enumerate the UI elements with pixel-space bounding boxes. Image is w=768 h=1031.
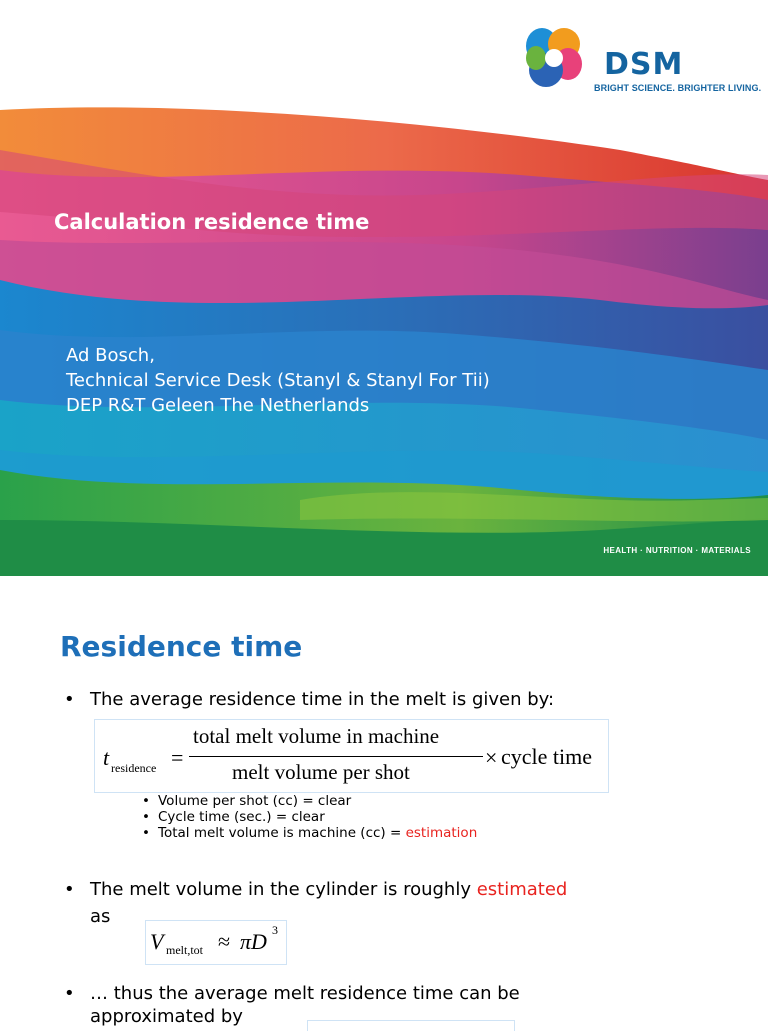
formula-approx: ≈ — [218, 929, 231, 954]
bullet-marker: • — [64, 879, 75, 900]
highlight-estimated: estimated — [476, 879, 568, 900]
content-slide — [0, 576, 768, 1027]
slide-title: Calculation residence time — [54, 210, 370, 234]
bullet-marker: • — [64, 983, 75, 1004]
fraction-bar — [189, 756, 483, 757]
author-line: Technical Service Desk (Stanyl & Stanyl For Tii) — [66, 370, 490, 391]
author-block — [66, 343, 490, 418]
formula-box-partial — [307, 1020, 515, 1031]
bullet-text: … thus the average melt residence time can be — [90, 983, 520, 1004]
bullet-marker: • — [64, 689, 75, 710]
sub-bullet: • Cycle time (sec.) = clear — [142, 809, 325, 825]
bullet-text-continued: as — [90, 906, 111, 927]
author-line: DEP R&T Geleen The Netherlands — [66, 395, 370, 416]
bullet-text: The melt volume in the cylinder is roughly estimated — [90, 879, 568, 900]
formula-exponent: 3 — [272, 923, 278, 937]
formula-rhs: cycle time — [501, 744, 593, 769]
formula-t: t — [103, 745, 110, 770]
sub-bullet: • Volume per shot (cc) = clear — [142, 793, 352, 809]
highlight-estimation: estimation — [405, 825, 478, 841]
formula-times: × — [485, 745, 498, 770]
formula-v-subscript: melt,tot — [166, 943, 203, 957]
formula-equals: = — [171, 745, 184, 770]
bullet-text-continued: approximated by — [90, 1006, 243, 1027]
sub-bullet: • Total melt volume is machine (cc) = estimation — [142, 825, 478, 841]
formula-v: V — [150, 929, 164, 954]
logo-wordmark: DSM — [604, 47, 684, 82]
author-line: Ad Bosch, — [66, 345, 155, 366]
footer-tagline: HEALTH · NUTRITION · MATERIALS — [603, 546, 751, 555]
residence-time-formula — [94, 719, 609, 793]
bullet-text: The average residence time in the melt is given by: — [90, 689, 555, 710]
formula-denominator: melt volume per shot — [232, 760, 410, 784]
formula-pi-d: πD — [240, 929, 267, 954]
slide-heading: Residence time — [60, 630, 303, 663]
melt-volume-formula — [145, 920, 287, 965]
dsm-flower-icon — [518, 24, 588, 96]
formula-t-subscript: residence — [111, 761, 157, 775]
dsm-logo — [518, 24, 762, 104]
logo-tagline: BRIGHT SCIENCE. BRIGHTER LIVING. — [594, 83, 762, 93]
formula-numerator: total melt volume in machine — [193, 724, 440, 748]
